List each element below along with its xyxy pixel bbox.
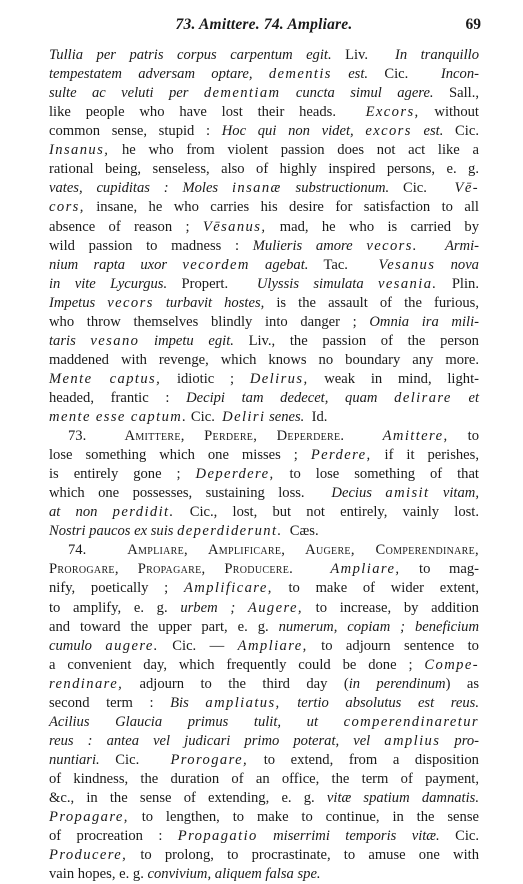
text-segment: in perendinum: [348, 675, 446, 692]
text-line: [49, 294, 479, 313]
text-segment: vitam,: [429, 485, 479, 502]
text-segment: Decius: [331, 485, 386, 502]
text-segment: if it perishes,: [371, 447, 479, 464]
text-segment: cors,: [49, 199, 85, 216]
text-line: [49, 370, 479, 389]
text-line: [49, 446, 479, 465]
text-segment: weak in mind, light-: [308, 370, 479, 387]
text-line: [49, 351, 479, 370]
text-segment: maddened with revenge, which knows no boundary any more.: [49, 351, 479, 368]
text-segment: excors: [365, 123, 412, 140]
text-segment: Deperdere,: [195, 466, 275, 483]
text-segment: 74.: [68, 542, 128, 559]
text-segment: et: [451, 389, 479, 406]
book-page: [49, 0, 481, 883]
text-segment: pro-: [440, 732, 479, 749]
text-segment: Ulyssis simulata: [256, 275, 379, 292]
text-segment: reus : antea vel judicari primo poterat, vel: [49, 732, 385, 749]
text-segment: nium rapta uxor: [49, 256, 183, 273]
text-segment: without: [419, 104, 479, 121]
text-segment: deperdiderunt.: [177, 523, 283, 540]
text-segment: cumulo: [49, 637, 106, 654]
text-segment: impetu egit.: [139, 332, 234, 349]
text-segment: ampliatus,: [205, 694, 281, 711]
text-segment: In tranquillo: [395, 47, 480, 63]
text-segment: common sense, stupid :: [49, 123, 222, 140]
text-segment: agebat.: [249, 256, 309, 273]
text-segment: 73.: [68, 428, 125, 444]
text-segment: Prorogare, Propagare, Producere.: [49, 561, 294, 578]
text-segment: Omnia ira mili-: [369, 313, 479, 330]
text-segment: Deliri: [222, 408, 266, 425]
text-segment: Tac.: [308, 256, 379, 273]
text-segment: absence of reason ;: [49, 218, 203, 235]
text-segment: Plin.: [437, 275, 479, 292]
text-segment: wild passion to madness :: [49, 237, 253, 254]
text-segment: Cæs.: [282, 523, 319, 540]
text-segment: headed, frantic :: [49, 389, 187, 406]
text-segment: to: [448, 428, 479, 444]
text-line: [49, 484, 479, 503]
text-segment: Cic., lost, but not entirely, vainly lost.: [174, 504, 479, 521]
text-line: [49, 713, 479, 732]
text-line: [49, 84, 479, 103]
text-segment: Propagare,: [49, 809, 129, 825]
text-line: [49, 256, 479, 275]
text-segment: is the assault of the furious,: [264, 294, 479, 311]
text-line: [49, 198, 479, 217]
text-segment: mente esse captum.: [49, 408, 188, 425]
text-segment: [344, 428, 382, 444]
text-segment: perdidit.: [112, 504, 175, 521]
text-segment: Amplificare,: [183, 580, 273, 597]
text-segment: Amittere,: [382, 428, 449, 444]
text-segment: Ampliare,: [330, 561, 401, 578]
text-segment: he who from violent passion does not act like a: [109, 142, 479, 159]
text-line: [49, 275, 479, 294]
text-line: [49, 522, 479, 541]
text-segment: convivium, aliquem falsa spe.: [147, 866, 321, 883]
text-segment: Cic.: [99, 751, 171, 768]
text-segment: Acilius Glaucia primus tulit, ut: [49, 713, 344, 730]
running-head: 73. Amittere. 74. Ampliare.: [175, 16, 353, 33]
text-segment: senes.: [265, 408, 305, 425]
text-line: [49, 827, 479, 846]
text-segment: to lose something of that: [274, 466, 479, 483]
text-segment: amisit: [385, 485, 430, 502]
text-segment: vecors.: [366, 237, 418, 254]
text-line: [49, 846, 479, 865]
text-segment: to prolong, to procrastinate, to amuse one with: [127, 847, 479, 864]
page-number: 69: [465, 16, 481, 33]
text-segment: Decipi tam dedecet, quam: [186, 389, 395, 406]
text-line: [49, 122, 479, 141]
text-segment: vesano: [90, 332, 140, 349]
text-line: [49, 389, 479, 408]
text-segment: tempestatem adversam optare,: [49, 66, 269, 82]
text-line: [49, 313, 479, 332]
text-line: [49, 160, 479, 179]
text-segment: to make of wider extent,: [272, 580, 480, 597]
text-segment: dementis: [268, 66, 332, 82]
text-segment: idiotic ;: [161, 370, 250, 387]
text-segment: Amittere, Perdere, Deperdere.: [124, 428, 345, 444]
text-segment: insane, he who carries his desire for satisfaction to all: [84, 199, 479, 216]
text-line: [49, 141, 479, 160]
text-segment: Compe-: [424, 656, 479, 673]
text-segment: comperendinaretur: [343, 713, 479, 730]
text-segment: Vesanus: [378, 256, 436, 273]
text-segment: Cic.: [368, 66, 441, 82]
text-segment: to amplify, e. g.: [49, 599, 181, 616]
text-segment: Insanus,: [49, 142, 110, 159]
text-segment: substructionum.: [281, 180, 390, 197]
text-segment: Cic.: [389, 180, 455, 197]
text-segment: nuntiari.: [49, 751, 100, 768]
text-segment: adjourn to the third day (: [123, 675, 349, 692]
text-segment: Prorogare,: [170, 751, 249, 768]
text-segment: augere.: [105, 637, 159, 654]
text-segment: taris: [49, 332, 91, 349]
text-segment: numerum, copiam ; beneficium: [278, 618, 479, 635]
text-segment: of kindness, the duration of an office, the term of payment,: [49, 770, 479, 787]
text-segment: Cic.: [187, 408, 223, 425]
text-segment: at non: [49, 504, 113, 521]
text-segment: rational being, senseless, also of highly inspired persons, e. g.: [49, 161, 479, 178]
text-segment: turbavit hostes,: [153, 294, 265, 311]
text-segment: Excors,: [365, 104, 420, 121]
text-line: [49, 751, 479, 770]
text-segment: Propagatio: [177, 828, 258, 845]
text-line: [49, 332, 479, 351]
text-line: [49, 560, 479, 579]
text-segment: tertio absolutus est reus.: [280, 694, 479, 711]
text-segment: [293, 561, 330, 577]
text-line: [49, 503, 479, 522]
text-line: [49, 46, 479, 65]
text-segment: vain hopes, e. g.: [49, 866, 148, 883]
text-segment: to increase, by addition: [302, 599, 479, 616]
text-segment: Hoc qui non videt,: [221, 123, 366, 140]
text-line: [68, 427, 479, 446]
text-segment: Vē-: [454, 180, 479, 197]
text-segment: est.: [331, 66, 369, 82]
text-line: [49, 218, 479, 237]
text-segment: amplius: [384, 732, 441, 749]
text-segment: a convenient day, which frequently could be done ;: [49, 656, 425, 673]
text-segment: Id.: [304, 408, 328, 425]
text-segment: Propert.: [167, 275, 257, 292]
text-segment: Sall.,: [433, 85, 479, 102]
text-segment: Producere,: [49, 847, 128, 864]
text-segment: which one possesses, sustaining loss.: [49, 485, 332, 502]
text-segment: miserrimi temporis vitæ.: [257, 828, 440, 845]
text-segment: urbem ;: [180, 599, 236, 616]
text-segment: is entirely gone ;: [49, 466, 196, 483]
text-line: [68, 541, 479, 560]
text-line: [49, 179, 479, 198]
text-line: [49, 694, 479, 713]
page-header: [49, 16, 479, 36]
text-segment: like people who have lost their heads.: [49, 104, 366, 121]
text-segment: dementiam: [203, 85, 281, 102]
text-segment: to extend, from a disposition: [248, 751, 479, 768]
text-segment: Perdere,: [310, 447, 372, 464]
text-segment: vitæ spatium damnatis.: [326, 790, 479, 806]
text-line: [49, 865, 479, 884]
text-segment: Impetus: [49, 294, 108, 311]
text-line: [49, 637, 479, 656]
text-segment: Liv.: [331, 47, 395, 63]
text-segment: who throw themselves blindly into danger ;: [49, 313, 370, 330]
text-segment: nify, poetically ;: [49, 580, 184, 597]
text-segment: Bis: [170, 694, 206, 711]
text-line: [49, 103, 479, 122]
text-segment: vecordem: [182, 256, 250, 273]
text-line: [49, 770, 479, 789]
text-segment: Cic. —: [158, 637, 238, 654]
text-segment: of procreation :: [49, 828, 178, 845]
text-segment: sulte ac veluti per: [49, 85, 204, 102]
text-line: [49, 599, 479, 618]
text-line: [49, 465, 479, 484]
text-segment: Mulieris amore: [252, 237, 367, 254]
text-line: [49, 675, 479, 694]
text-segment: Augere,: [247, 599, 303, 616]
text-segment: second term :: [49, 694, 171, 711]
text-segment: Cic.: [439, 828, 479, 845]
text-segment: Delirus,: [249, 370, 309, 387]
text-segment: Nostri paucos ex suis: [49, 523, 178, 540]
text-segment: in vite Lycurgus.: [49, 275, 168, 292]
text-segment: Cic.: [443, 123, 479, 140]
text-segment: lose something which one misses ;: [49, 447, 311, 464]
text-line: [49, 237, 479, 256]
text-segment: vates, cupiditas : Moles: [49, 180, 232, 197]
text-segment: vecors: [107, 294, 154, 311]
text-segment: Armi-: [417, 237, 479, 254]
text-segment: and toward the upper part, e. g.: [49, 618, 279, 635]
text-segment: to lengthen, to make to continue, in the sense: [128, 809, 479, 825]
text-segment: Tullia per patris corpus carpentum egit.: [49, 47, 332, 63]
text-segment: insanæ: [231, 180, 282, 197]
text-segment: to mag-: [400, 561, 479, 578]
text-segment: Ampliare, Amplificare, Augere, Comperendinare,: [127, 542, 479, 559]
text-segment: &c., in the sense of extending, e. g.: [49, 790, 327, 806]
text-line: [49, 732, 479, 751]
text-segment: to adjourn sentence to: [307, 637, 479, 654]
text-segment: Ampliare,: [237, 637, 308, 654]
text-segment: Vēsanus,: [202, 218, 267, 235]
text-segment: est.: [411, 123, 444, 140]
text-segment: cuncta simul agere.: [280, 85, 434, 102]
text-line: [49, 789, 479, 808]
text-segment: vesania.: [378, 275, 438, 292]
text-line: [49, 408, 479, 427]
text-line: [49, 579, 479, 598]
text-segment: Incon-: [440, 66, 479, 82]
text-segment: delirare: [394, 389, 452, 406]
text-segment: [235, 600, 248, 616]
text-segment: rendinare,: [49, 675, 124, 692]
text-segment: Liv., the passion of the person: [233, 332, 479, 349]
text-segment: ) as: [445, 675, 479, 692]
text-line: [49, 656, 479, 675]
text-segment: Mente captus,: [49, 370, 162, 387]
text-line: [49, 65, 479, 84]
text-segment: nova: [435, 256, 479, 273]
text-line: [49, 808, 479, 827]
text-line: [49, 618, 479, 637]
text-segment: mad, he who is carried by: [266, 218, 480, 235]
